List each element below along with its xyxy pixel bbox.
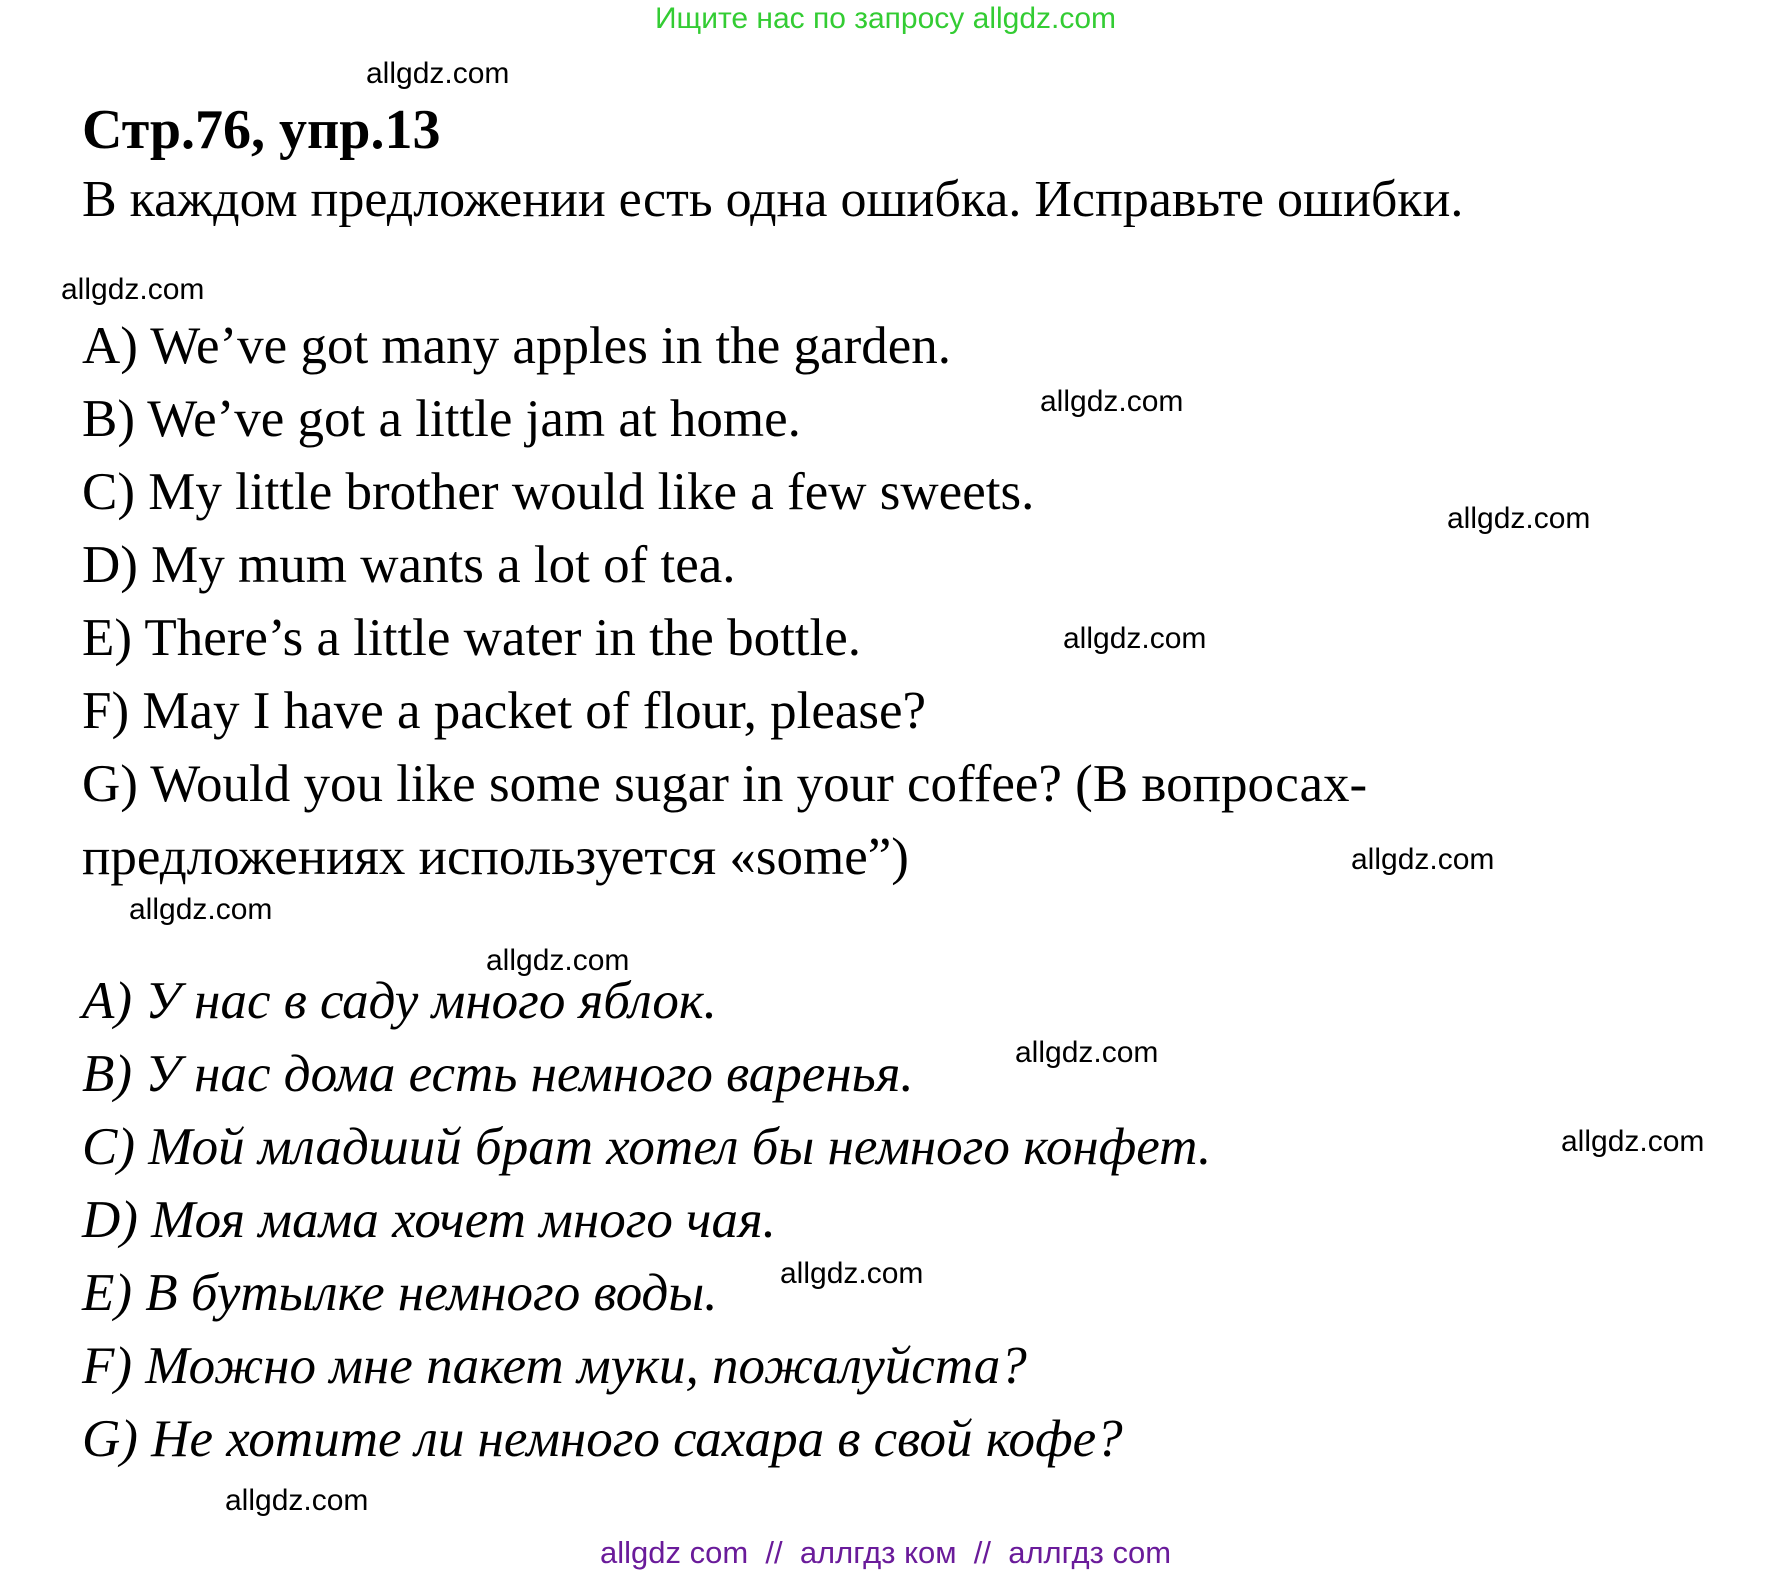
english-sentence-a: A) We’ve got many apples in the garden. bbox=[82, 317, 951, 375]
english-sentence-d: D) My mum wants a lot of tea. bbox=[82, 536, 736, 594]
russian-translation-c: C) Мой младший брат хотел бы немного конфет. bbox=[82, 1118, 1212, 1176]
russian-translation-e: E) В бутылке немного воды. bbox=[82, 1264, 718, 1322]
top-banner: Ищите нас по запросу allgdz.com bbox=[654, 2, 1117, 35]
exercise-instruction: В каждом предложении есть одна ошибка. Исправьте ошибки. bbox=[82, 171, 1464, 228]
watermark: allgdz.com bbox=[780, 1257, 924, 1290]
bottom-banner: allgdz com // аллгдз ком // аллгдз com bbox=[599, 1535, 1172, 1570]
english-sentence-f: F) May I have a packet of flour, please? bbox=[82, 682, 927, 740]
watermark: allgdz.com bbox=[1063, 622, 1207, 655]
english-sentence-e: E) There’s a little water in the bottle. bbox=[82, 609, 862, 667]
watermark: allgdz.com bbox=[129, 893, 273, 926]
watermark: allgdz.com bbox=[61, 273, 205, 306]
watermark: allgdz.com bbox=[225, 1484, 369, 1517]
english-sentence-b: B) We’ve got a little jam at home. bbox=[82, 390, 801, 448]
russian-translation-b: B) У нас дома есть немного варенья. bbox=[82, 1045, 914, 1103]
page-title: Стр.76, упр.13 bbox=[82, 99, 441, 161]
russian-translation-f: F) Можно мне пакет муки, пожалуйста? bbox=[82, 1337, 1027, 1395]
watermark: allgdz.com bbox=[486, 944, 630, 977]
watermark: allgdz.com bbox=[1015, 1036, 1159, 1069]
russian-translation-g: G) Не хотите ли немного сахара в свой кофе? bbox=[82, 1410, 1123, 1468]
russian-translation-a: A) У нас в саду много яблок. bbox=[82, 972, 717, 1030]
russian-translation-d: D) Моя мама хочет много чая. bbox=[82, 1191, 776, 1249]
watermark: allgdz.com bbox=[366, 57, 510, 90]
watermark: allgdz.com bbox=[1561, 1125, 1705, 1158]
watermark: allgdz.com bbox=[1351, 843, 1495, 876]
english-sentence-g-continued: предложениях используется «some”) bbox=[82, 828, 909, 886]
watermark: allgdz.com bbox=[1447, 502, 1591, 535]
watermark: allgdz.com bbox=[1040, 385, 1184, 418]
english-sentence-g: G) Would you like some sugar in your coffee? (В вопросах- bbox=[82, 755, 1368, 813]
english-sentence-c: C) My little brother would like a few sweets. bbox=[82, 463, 1035, 521]
